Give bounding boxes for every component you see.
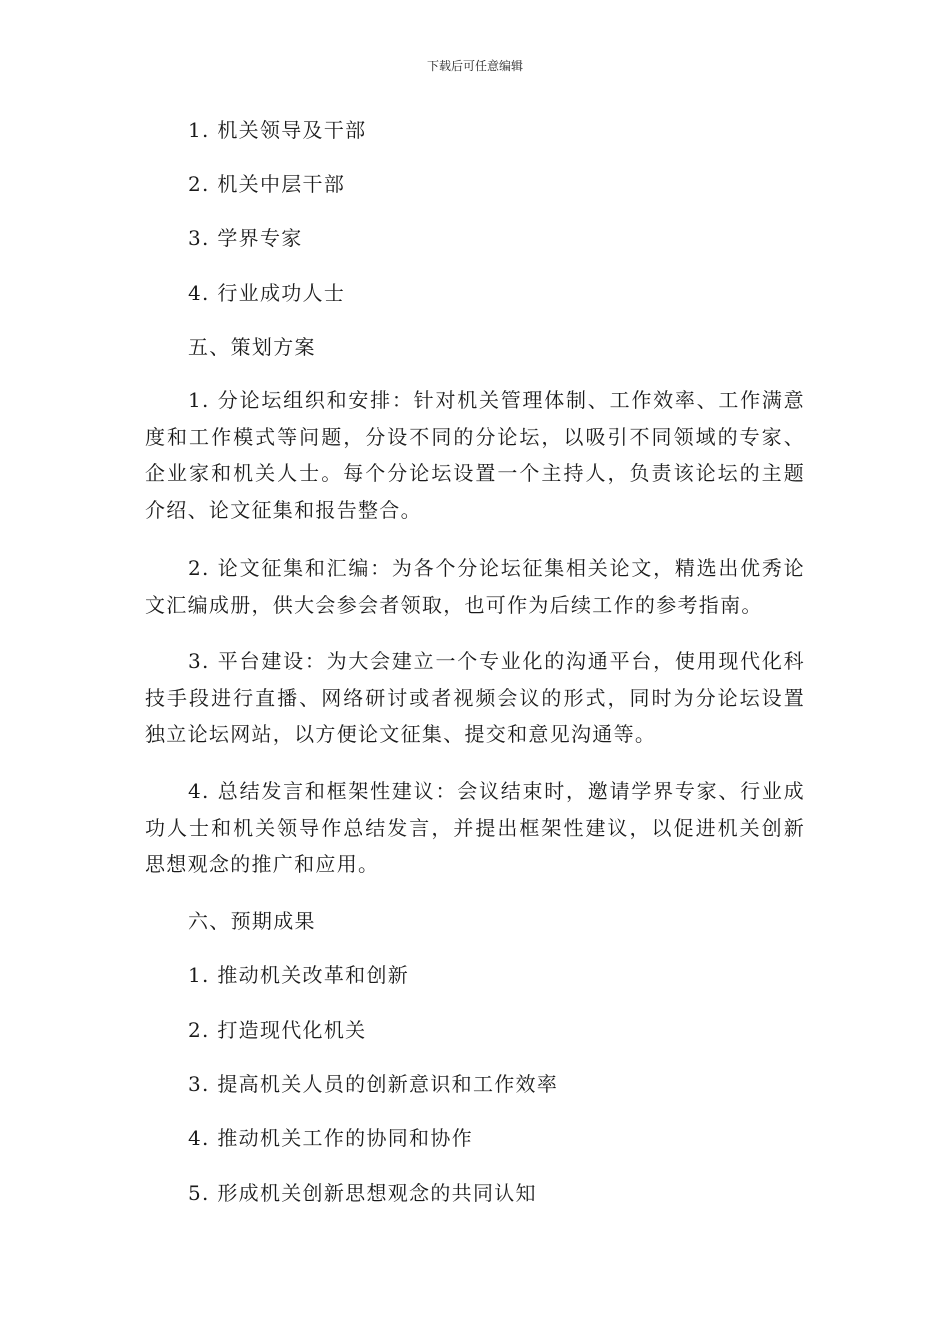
outcome-item-5: 5. 形成机关创新思想观念的共同认知	[188, 1181, 537, 1205]
audience-item-3: 3. 学界专家	[188, 226, 303, 250]
page-header: 下载后可任意编辑	[426, 59, 523, 73]
outcome-item-4: 4. 推动机关工作的协同和协作	[188, 1126, 473, 1150]
section-heading-plan: 五、策划方案	[188, 335, 316, 359]
plan-paragraph-2: 2. 论文征集和汇编：为各个分论坛征集相关论文，精选出优秀论文汇编成册，供大会参会者领取，也可作为后续工作的参考指南。	[145, 556, 805, 617]
audience-item-2: 2. 机关中层干部	[188, 172, 346, 196]
outcome-item-2: 2. 打造现代化机关	[188, 1018, 367, 1042]
plan-paragraph-4: 4. 总结发言和框架性建议：会议结束时，邀请学界专家、行业成功人士和机关领导作总结发言，并提出框架性建议，以促进机关创新思想观念的推广和应用。	[145, 779, 805, 876]
section-heading-outcomes: 六、预期成果	[188, 909, 316, 933]
outcome-item-1: 1. 推动机关改革和创新	[188, 963, 410, 987]
plan-paragraph-1: 1. 分论坛组织和安排：针对机关管理体制、工作效率、工作满意度和工作模式等问题，分设不同的分论坛，以吸引不同领域的专家、企业家和机关人士。每个分论坛设置一个主持人，负责该论坛的主题介绍、论文征集和报告整合。	[145, 388, 805, 522]
plan-paragraph-3: 3. 平台建设：为大会建立一个专业化的沟通平台，使用现代化科技手段进行直播、网络研讨或者视频会议的形式，同时为分论坛设置独立论坛网站，以方便论文征集、提交和意见沟通等。	[145, 649, 805, 746]
audience-item-1: 1. 机关领导及干部	[188, 118, 367, 142]
audience-item-4: 4. 行业成功人士	[188, 281, 346, 305]
outcome-item-3: 3. 提高机关人员的创新意识和工作效率	[188, 1072, 559, 1096]
